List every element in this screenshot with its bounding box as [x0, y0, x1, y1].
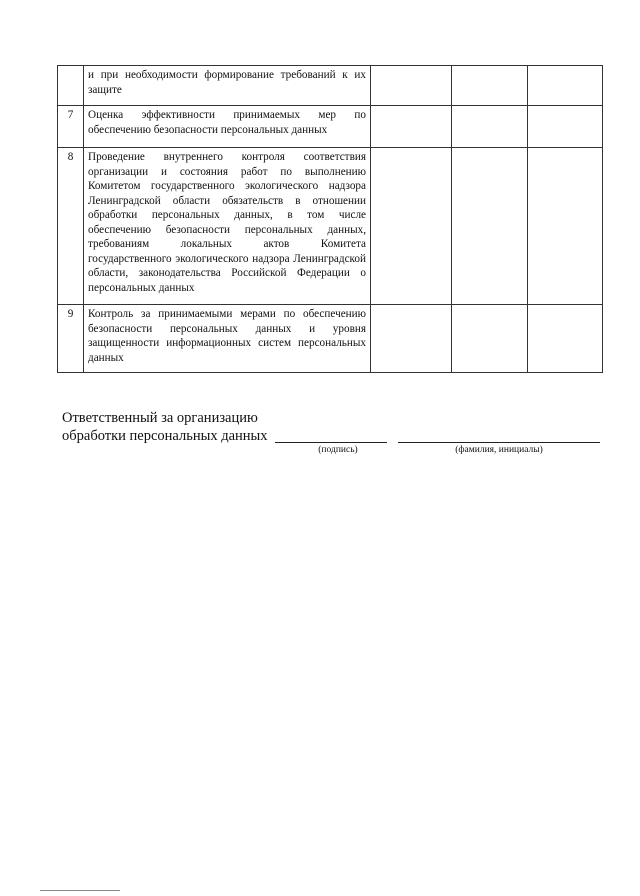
- empty-cell: [528, 66, 603, 106]
- row-number: 9: [58, 305, 84, 373]
- empty-cell: [371, 148, 452, 305]
- empty-cell: [528, 148, 603, 305]
- row-description: Проведение внутреннего контроля соответствия организации и состояния работ по выполнению Комитетом государственного экологического надзора Ленинградской области обязательств в отношении обработки персональных данных, в том числе обеспечению безопасности персональных данных, требованиям локальных актов Комитета государственного экологического надзора Ленинградской области, законодательства Российской Федерации о персональных данных: [84, 148, 371, 305]
- empty-cell: [452, 305, 528, 373]
- row-description: Контроль за принимаемыми мерами по обеспечению безопасности персональных данных и уровня защищенности информационных систем персональных данных: [84, 305, 371, 373]
- measures-table: [57, 65, 603, 373]
- responsible-label-line2: обработки персональных данных: [62, 428, 268, 444]
- empty-cell: [371, 305, 452, 373]
- table-row: [58, 106, 603, 148]
- responsible-person-block: [62, 409, 607, 455]
- row-description: Оценка эффективности принимаемых мер по обеспечению безопасности персональных данных: [84, 106, 371, 148]
- responsible-label-line1: Ответственный за организацию: [62, 410, 258, 426]
- table-row: [58, 148, 603, 305]
- scan-artifact-line: [40, 890, 120, 891]
- signature-caption: (подпись): [318, 445, 358, 455]
- name-line: [398, 442, 600, 443]
- table-row: [58, 305, 603, 373]
- empty-cell: [452, 106, 528, 148]
- signature-line: [275, 442, 387, 443]
- empty-cell: [528, 305, 603, 373]
- empty-cell: [528, 106, 603, 148]
- row-number: 8: [58, 148, 84, 305]
- empty-cell: [452, 66, 528, 106]
- row-description: и при необходимости формирование требований к их защите: [84, 66, 371, 106]
- row-number: [58, 66, 84, 106]
- empty-cell: [371, 106, 452, 148]
- name-caption: (фамилия, инициалы): [455, 445, 543, 455]
- empty-cell: [452, 148, 528, 305]
- row-number: 7: [58, 106, 84, 148]
- empty-cell: [371, 66, 452, 106]
- table-row: [58, 66, 603, 106]
